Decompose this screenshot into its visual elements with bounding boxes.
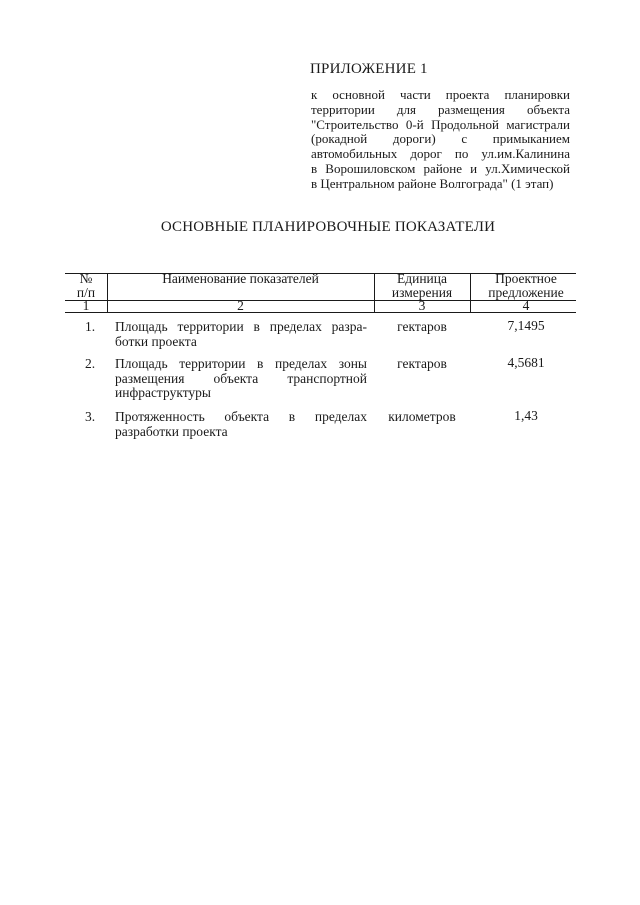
- header-num: [65, 272, 107, 300]
- header-num-line1: №: [79, 271, 93, 286]
- row-name-line: Площадь территории в пределах разра-: [115, 319, 367, 334]
- row-unit: гектаров: [397, 356, 447, 371]
- header-num-line2: п/п: [76, 285, 96, 300]
- row-number: 1.: [84, 319, 96, 334]
- row-value: 7,1495: [507, 318, 545, 333]
- header-proposal-line1: Проектное: [495, 271, 557, 286]
- row-name-line: разработки проекта: [115, 423, 228, 439]
- header-unit-line1: Единица: [396, 271, 447, 286]
- column-number-4: 4: [522, 298, 530, 313]
- header-unit: [374, 272, 470, 300]
- row-unit: километров: [388, 409, 456, 424]
- row-value: 4,5681: [507, 355, 545, 370]
- column-number-2: 2: [237, 298, 244, 313]
- column-number-1: 1: [82, 298, 90, 313]
- row-name-line: ботки проекта: [115, 333, 197, 349]
- row-name-line: Площадь территории в пределах зоны: [115, 356, 367, 371]
- appendix-line: (рокадной дороги) с примыканием: [311, 131, 570, 147]
- appendix-line: к основной части проекта планировки: [311, 87, 570, 102]
- header-proposal-line2: предложение: [488, 285, 564, 300]
- row-name-line: Протяженность объекта в пределах: [115, 409, 367, 424]
- row-name: [115, 410, 367, 439]
- appendix-line: "Строительство 0-й Продольной магистрали: [311, 116, 570, 132]
- document-title: ОСНОВНЫЕ ПЛАНИРОВОЧНЫЕ ПОКАЗАТЕЛИ: [160, 219, 496, 235]
- column-number-3: 3: [418, 298, 426, 313]
- row-name: [115, 320, 367, 349]
- row-number: 3.: [84, 409, 96, 424]
- row-value: 1,43: [514, 408, 538, 423]
- appendix-line: в Ворошиловском районе и ул.Химической: [311, 160, 570, 176]
- appendix-line: автомобильных дорог по ул.им.Калинина: [311, 146, 570, 162]
- row-number: 2.: [84, 356, 96, 371]
- header-proposal: [470, 272, 582, 300]
- header-unit-line2: измерения: [391, 285, 453, 300]
- row-name-line: инфраструктуры: [115, 385, 211, 400]
- appendix-description: [311, 88, 570, 192]
- appendix-line: в Центральном районе Волгограда" (1 этап): [311, 175, 554, 191]
- row-unit: гектаров: [397, 319, 447, 334]
- row-name-line: размещения объекта транспортной: [115, 370, 367, 386]
- row-name: [115, 357, 367, 401]
- header-name: Наименование показателей: [162, 271, 319, 286]
- appendix-label: ПРИЛОЖЕНИЕ 1: [310, 61, 428, 77]
- appendix-line: территории для размещения объекта: [311, 101, 570, 117]
